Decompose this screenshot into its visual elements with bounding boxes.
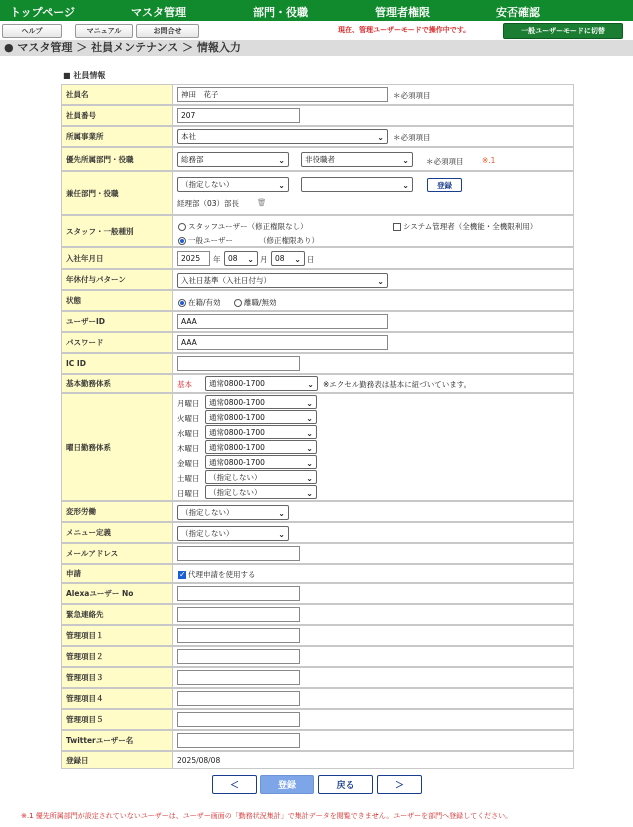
weekday-label: 木曜日 — [177, 444, 200, 453]
required-mark: ＊必須項目 — [426, 157, 464, 166]
label-menu: メニュー定義 — [62, 523, 173, 542]
primary-dept-select[interactable]: 総務部 ⌄ — [177, 152, 289, 167]
label-concurrent: 兼任部門・役職 — [62, 172, 173, 214]
label-item4: 管理項目４ — [62, 689, 173, 708]
manual-button[interactable]: マニュアル — [75, 24, 133, 38]
concurrent-register-button[interactable]: 登録 — [427, 178, 462, 192]
weekday-shift-select[interactable]: 通常0800-1700 ⌄ — [205, 440, 317, 454]
weekday-shift-select[interactable]: （指定しない） ⌄ — [205, 470, 317, 484]
label-application: 申請 — [62, 565, 173, 582]
month-select[interactable]: 08 ⌄ — [224, 251, 258, 266]
label-twitter: Twitterユーザー名 — [62, 731, 173, 750]
row-number — [61, 105, 574, 126]
row-status — [61, 290, 574, 311]
chevron-down-icon: ⌄ — [278, 509, 285, 518]
nav-dept-role[interactable]: 部門・役職 — [253, 6, 308, 19]
year-input[interactable]: 2025 — [177, 251, 210, 266]
radio-icon[interactable] — [234, 299, 242, 307]
chevron-down-icon: ⌄ — [306, 489, 313, 498]
chevron-down-icon: ⌄ — [306, 459, 313, 468]
checkbox-icon[interactable] — [178, 571, 186, 579]
item4-input[interactable] — [177, 691, 300, 706]
row-emergency — [61, 604, 574, 625]
chevron-down-icon: ⌄ — [402, 181, 409, 190]
chevron-down-icon: ⌄ — [294, 255, 301, 264]
row-item3 — [61, 667, 574, 688]
row-alexa — [61, 583, 574, 604]
row-menu — [61, 522, 574, 543]
chevron-down-icon: ⌄ — [247, 255, 254, 264]
email-input[interactable] — [177, 546, 300, 561]
status-inactive-option[interactable]: 離職/無効 — [234, 297, 277, 308]
emergency-input[interactable] — [177, 607, 300, 622]
weekday-shift-select[interactable]: （指定しない） ⌄ — [205, 485, 317, 499]
chevron-down-icon: ⌄ — [306, 414, 313, 423]
chevron-down-icon: ⌄ — [377, 133, 384, 142]
note-mark: ※.1 — [482, 156, 496, 165]
row-hire-date — [61, 247, 574, 269]
label-item5: 管理項目５ — [62, 710, 173, 729]
nav-safety[interactable]: 安否確認 — [496, 6, 540, 19]
label-item2: 管理項目２ — [62, 647, 173, 666]
item2-input[interactable] — [177, 649, 300, 664]
label-basic-shift: 基本勤務体系 — [62, 375, 173, 392]
footnote: ※.1 優先所属部門が設定されていないユーザーは、ユーザー画面の「勤務状況集計」で集計データを閲覧できません。ユーザーを部門へ登録してください。 — [21, 812, 513, 820]
weekday-label: 月曜日 — [177, 399, 200, 408]
twitter-input[interactable] — [177, 733, 300, 748]
row-office — [61, 126, 574, 147]
row-application — [61, 564, 574, 583]
staff-radio-option[interactable]: スタッフユーザー（修正権限なし） — [178, 221, 308, 232]
label-item1: 管理項目１ — [62, 626, 173, 645]
label-name: 社員名 — [62, 85, 173, 104]
name-input[interactable]: 神田 花子 — [177, 87, 388, 102]
mode-status-text: 現在、管理ユーザーモードで操作中です。 — [338, 26, 471, 34]
label-status: 状態 — [62, 291, 173, 310]
user-id-input[interactable]: AAA — [177, 314, 388, 329]
status-active-option[interactable]: 在籍/有効 — [178, 297, 221, 308]
label-number: 社員番号 — [62, 106, 173, 125]
chevron-down-icon: ⌄ — [278, 530, 285, 539]
chevron-down-icon: ⌄ — [377, 277, 384, 286]
leave-pattern-select[interactable]: 入社日基準（入社日付与） ⌄ — [177, 273, 388, 288]
concurrent-dept-select[interactable]: （指定しない） ⌄ — [177, 177, 289, 192]
contact-button[interactable]: お問合せ — [136, 24, 199, 38]
item5-input[interactable] — [177, 712, 300, 727]
month-unit: 月 — [260, 255, 268, 264]
weekday-label: 土曜日 — [177, 474, 200, 483]
alexa-input[interactable] — [177, 586, 300, 601]
row-weekday-shift — [61, 393, 574, 501]
row-primary-dept — [61, 147, 574, 171]
nav-top-page[interactable]: トップページ — [10, 6, 76, 19]
weekday-shift-select[interactable]: 通常0800-1700 ⌄ — [205, 410, 317, 424]
label-hire-date: 入社年月日 — [62, 248, 173, 268]
checkbox-icon[interactable] — [393, 223, 401, 231]
item1-input[interactable] — [177, 628, 300, 643]
label-weekday-shift: 曜日勤務体系 — [62, 394, 173, 500]
label-item3: 管理項目３ — [62, 668, 173, 687]
row-user-id — [61, 311, 574, 332]
label-ic-id: IC ID — [62, 354, 173, 373]
row-password — [61, 332, 574, 353]
row-item4 — [61, 688, 574, 709]
menu-select[interactable]: （指定しない） ⌄ — [177, 526, 289, 541]
weekday-shift-select[interactable]: 通常0800-1700 ⌄ — [205, 455, 317, 469]
basic-note: ※エクセル勤務表は基本に紐づいています。 — [323, 380, 472, 389]
basic-shift-select[interactable]: 通常0800-1700 ⌄ — [205, 376, 318, 391]
general-note: （修正権限あり） — [259, 236, 319, 245]
chevron-down-icon: ⌄ — [278, 181, 285, 190]
label-office: 所属事業所 — [62, 127, 173, 146]
sysadmin-checkbox-option[interactable]: システム管理者（全機能・全機限利用） — [393, 221, 537, 232]
chevron-down-icon: ⌄ — [306, 429, 313, 438]
help-button[interactable]: ヘルプ — [2, 24, 62, 38]
row-name — [61, 84, 574, 105]
chevron-down-icon: ⌄ — [306, 474, 313, 483]
day-select[interactable]: 08 ⌄ — [271, 251, 305, 266]
switch-mode-button[interactable]: 一般ユーザーモードに切替 — [503, 23, 623, 39]
row-staff-type — [61, 215, 574, 247]
office-select[interactable]: 本社 ⌄ — [177, 129, 388, 144]
label-email: メールアドレス — [62, 544, 173, 563]
concurrent-entry: 経理部（03）部長 — [177, 199, 240, 208]
concurrent-role-select[interactable] — [301, 177, 413, 192]
label-emergency: 緊急連絡先 — [62, 605, 173, 624]
label-flex: 変形労働 — [62, 502, 173, 521]
row-twitter — [61, 730, 574, 751]
breadcrumb: ● マスタ管理 ＞ 社員メンテナンス ＞ 情報入力 — [0, 40, 633, 56]
nav-admin[interactable]: 管理者権限 — [375, 6, 430, 19]
password-input[interactable]: AAA — [177, 335, 388, 350]
chevron-down-icon: ⌄ — [306, 444, 313, 453]
ic-id-input[interactable] — [177, 356, 300, 371]
year-unit: 年 — [213, 255, 221, 264]
label-reg-date: 登録日 — [62, 752, 173, 768]
top-navigation — [0, 0, 633, 21]
radio-icon[interactable] — [178, 223, 186, 231]
proxy-application-option[interactable]: ✓ 代理申請を使用する — [178, 569, 256, 580]
row-item1 — [61, 625, 574, 646]
weekday-label: 火曜日 — [177, 414, 200, 423]
row-item5 — [61, 709, 574, 730]
day-unit: 日 — [307, 255, 315, 264]
primary-role-select[interactable]: 非役職者 ⌄ — [301, 152, 413, 167]
item3-input[interactable] — [177, 670, 300, 685]
row-basic-shift — [61, 374, 574, 393]
radio-icon[interactable] — [178, 299, 186, 307]
weekday-label: 日曜日 — [177, 489, 200, 498]
number-input[interactable]: 207 — [177, 108, 300, 123]
weekday-label: 金曜日 — [177, 459, 200, 468]
label-alexa: Alexaユーザー No — [62, 584, 173, 603]
label-password: パスワード — [62, 333, 173, 352]
label-user-id: ユーザーID — [62, 312, 173, 331]
weekday-label: 水曜日 — [177, 429, 200, 438]
label-staff-type: スタッフ・一般種別 — [62, 216, 173, 246]
row-email — [61, 543, 574, 564]
row-reg-date — [61, 751, 574, 769]
general-radio-option[interactable]: 一般ユーザー — [178, 235, 233, 246]
register-button[interactable]: 登録 — [260, 775, 314, 794]
section-title: ■ 社員情報 — [63, 71, 106, 80]
row-item2 — [61, 646, 574, 667]
basic-label: 基本 — [177, 380, 192, 389]
back-button[interactable]: 戻る — [318, 775, 373, 794]
chevron-down-icon: ⌄ — [278, 156, 285, 165]
chevron-down-icon: ⌄ — [402, 156, 409, 165]
label-primary-dept: 優先所属部門・役職 — [62, 148, 173, 170]
sub-toolbar — [0, 21, 633, 40]
weekday-shift-select[interactable]: 通常0800-1700 ⌄ — [205, 395, 317, 409]
trash-icon[interactable]: 🗑 — [257, 198, 267, 207]
required-mark: ＊必須項目 — [393, 133, 431, 142]
next-button[interactable]: ＞ — [377, 775, 422, 794]
reg-date-value: 2025/08/08 — [177, 756, 221, 765]
label-leave-pattern: 年休付与パターン — [62, 270, 173, 289]
prev-button[interactable]: ＜ — [212, 775, 257, 794]
chevron-down-icon: ⌄ — [306, 399, 313, 408]
radio-icon[interactable] — [178, 237, 186, 245]
row-ic-id — [61, 353, 574, 374]
row-concurrent — [61, 171, 574, 215]
row-leave-pattern — [61, 269, 574, 290]
flex-select[interactable]: （指定しない） ⌄ — [177, 505, 289, 520]
weekday-shift-select[interactable]: 通常0800-1700 ⌄ — [205, 425, 317, 439]
required-mark: ＊必須項目 — [393, 91, 431, 100]
nav-master[interactable]: マスタ管理 — [131, 6, 186, 19]
row-flex — [61, 501, 574, 522]
chevron-down-icon: ⌄ — [307, 380, 314, 389]
